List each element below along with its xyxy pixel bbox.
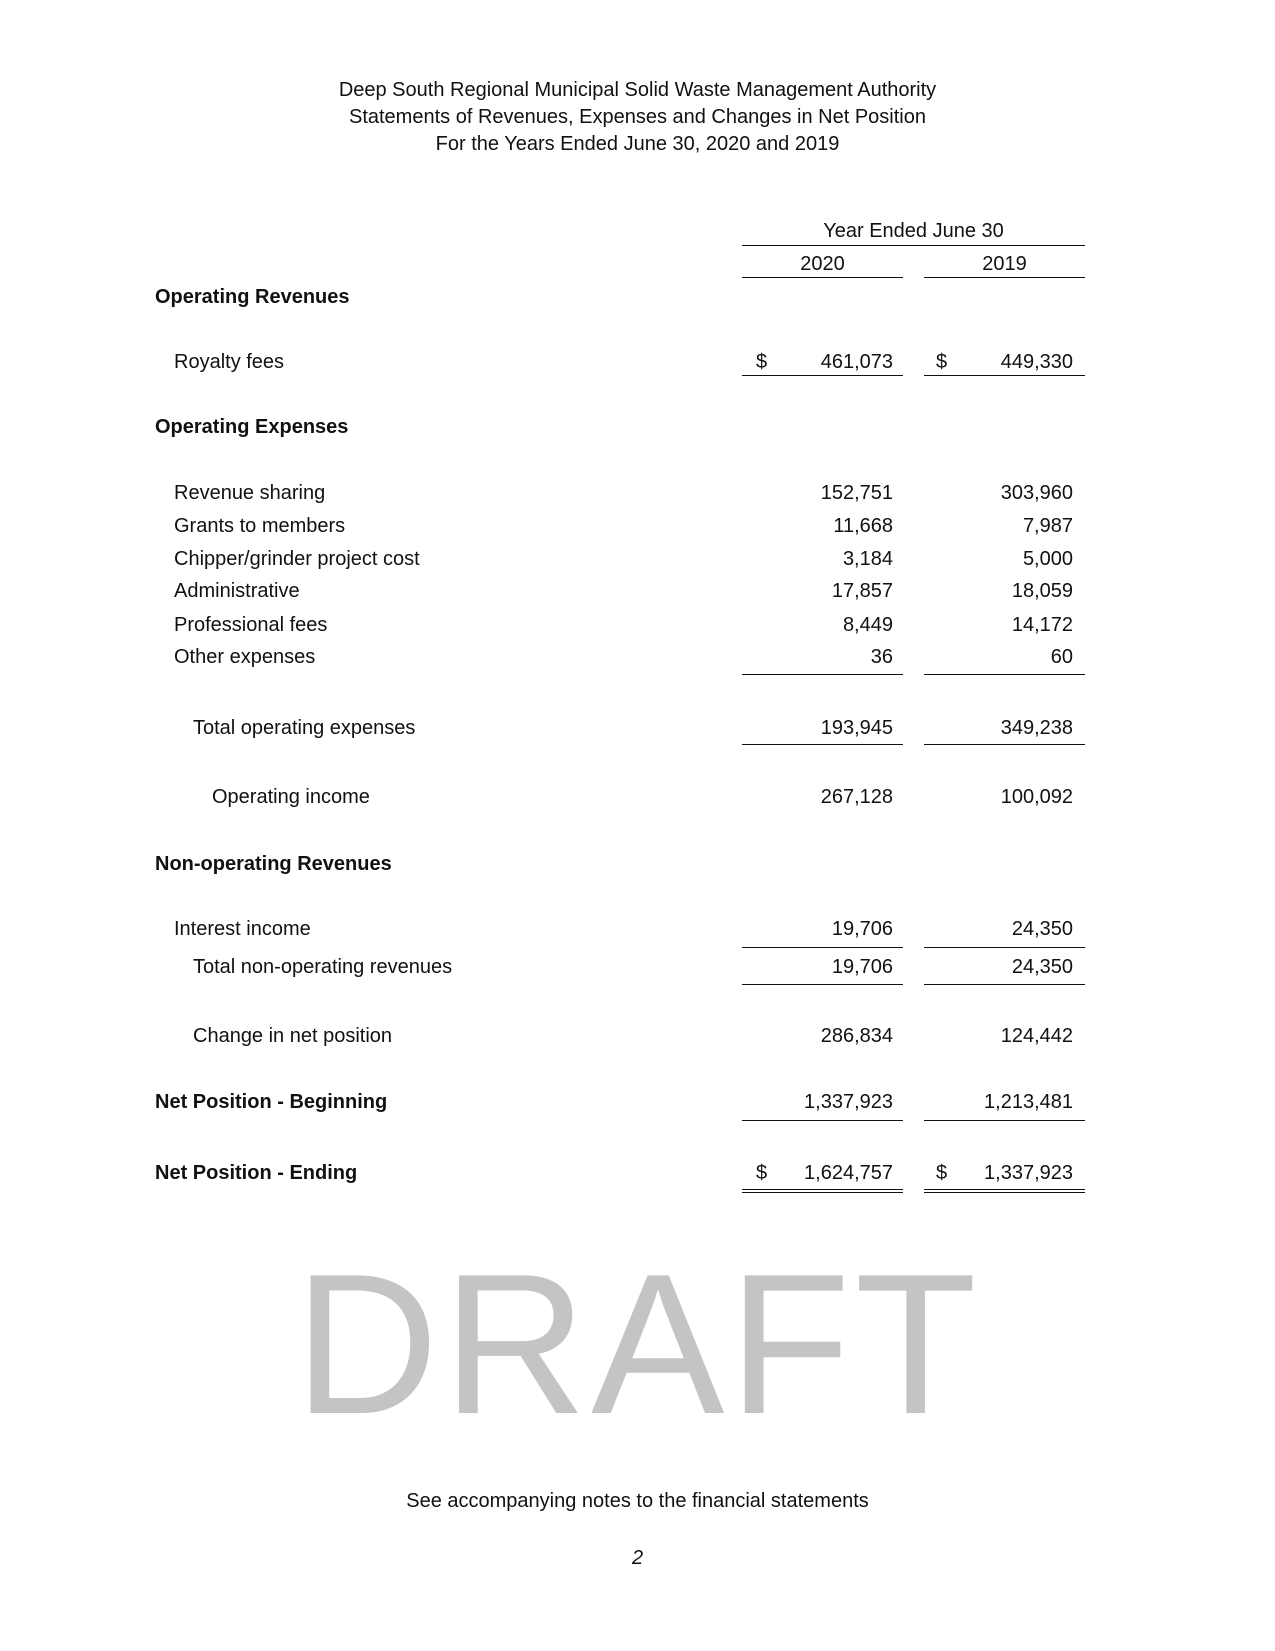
row-label: Royalty fees (174, 351, 285, 373)
row-royalty-fees (0, 349, 1275, 375)
currency-symbol: $ (936, 1162, 948, 1184)
value-2020: 19,706 (831, 918, 893, 940)
value-2019: 303,960 (1000, 482, 1073, 504)
row-change-in-net-position (0, 1023, 1275, 1049)
row-label: Total non-operating revenues (193, 956, 453, 978)
row-label: Operating income (212, 786, 370, 808)
double-underline (924, 1189, 1085, 1193)
underline (742, 744, 903, 745)
value-2020: 17,857 (831, 580, 893, 602)
value-2020: 193,945 (820, 717, 893, 739)
row-chipper-grinder-project-cost (0, 546, 1275, 572)
value-2020: 1,337,923 (804, 1091, 893, 1113)
value-2019: 14,172 (1011, 614, 1073, 636)
row-label: Change in net position (193, 1025, 393, 1047)
row-label: Administrative (174, 580, 300, 602)
value-2019: 24,350 (1011, 956, 1073, 978)
row-label: Grants to members (174, 515, 346, 537)
row-total-non-operating-revenues (0, 954, 1275, 980)
row-label: Net Position - Ending (155, 1162, 358, 1184)
row-operating-revenues (0, 284, 1275, 310)
row-label: Interest income (174, 918, 311, 940)
row-label: Professional fees (174, 614, 328, 636)
currency-symbol: $ (756, 1162, 768, 1184)
row-label: Other expenses (174, 646, 316, 668)
value-2020: 3,184 (842, 548, 893, 570)
value-2019: 1,337,923 (984, 1162, 1073, 1184)
row-label: Non-operating Revenues (155, 853, 392, 875)
row-net-position-beginning (0, 1089, 1275, 1115)
underline (742, 1120, 903, 1121)
value-2020: 152,751 (820, 482, 893, 504)
row-professional-fees (0, 612, 1275, 638)
underline (742, 947, 903, 948)
value-2020: 286,834 (820, 1025, 893, 1047)
value-2020: 461,073 (820, 351, 893, 373)
footer-note: See accompanying notes to the financial statements (406, 1490, 869, 1512)
value-2020: 8,449 (842, 614, 893, 636)
underline (924, 744, 1085, 745)
page-number: 2 (631, 1547, 644, 1569)
underline (924, 375, 1085, 376)
row-non-operating-revenues (0, 851, 1275, 877)
column-header-2020: 2020 (800, 253, 845, 275)
row-label: Operating Expenses (155, 416, 349, 438)
row-label: Total operating expenses (193, 717, 416, 739)
column-header-2019: 2019 (982, 253, 1027, 275)
divider (742, 245, 1085, 246)
value-2019: 60 (1050, 646, 1073, 668)
report-title: Statements of Revenues, Expenses and Changes in Net Position (348, 106, 926, 128)
underline (742, 674, 903, 675)
row-net-position-ending (0, 1160, 1275, 1186)
double-underline (742, 1189, 903, 1193)
underline (924, 674, 1085, 675)
currency-symbol: $ (936, 351, 948, 373)
value-2019: 5,000 (1022, 548, 1073, 570)
row-operating-expenses (0, 414, 1275, 440)
row-grants-to-members (0, 513, 1275, 539)
report-period: For the Years Ended June 30, 2020 and 2019 (435, 133, 840, 155)
value-2019: 349,238 (1000, 717, 1073, 739)
value-2019: 124,442 (1000, 1025, 1073, 1047)
value-2019: 449,330 (1000, 351, 1073, 373)
row-label: Revenue sharing (174, 482, 326, 504)
column-group-header: Year Ended June 30 (823, 220, 1004, 242)
underline (742, 375, 903, 376)
value-2020: 19,706 (831, 956, 893, 978)
row-label: Chipper/grinder project cost (174, 548, 420, 570)
value-2020: 36 (870, 646, 893, 668)
underline (924, 947, 1085, 948)
value-2019: 7,987 (1022, 515, 1073, 537)
row-interest-income (0, 916, 1275, 942)
underline (924, 984, 1085, 985)
row-revenue-sharing (0, 480, 1275, 506)
value-2019: 24,350 (1011, 918, 1073, 940)
currency-symbol: $ (756, 351, 768, 373)
value-2020: 267,128 (820, 786, 893, 808)
value-2019: 18,059 (1011, 580, 1073, 602)
divider (924, 277, 1085, 278)
value-2019: 1,213,481 (984, 1091, 1073, 1113)
draft-watermark: DRAFT (294, 1233, 981, 1456)
value-2019: 100,092 (1000, 786, 1073, 808)
underline (742, 984, 903, 985)
row-operating-income (0, 784, 1275, 810)
divider (742, 277, 903, 278)
underline (924, 1120, 1085, 1121)
row-total-operating-expenses (0, 715, 1275, 741)
row-administrative (0, 578, 1275, 604)
value-2020: 11,668 (833, 515, 893, 537)
row-label: Net Position - Beginning (155, 1091, 388, 1113)
report-entity: Deep South Regional Municipal Solid Waste Management Authority (338, 79, 937, 101)
row-label: Operating Revenues (155, 286, 350, 308)
row-other-expenses (0, 644, 1275, 670)
value-2020: 1,624,757 (804, 1162, 893, 1184)
